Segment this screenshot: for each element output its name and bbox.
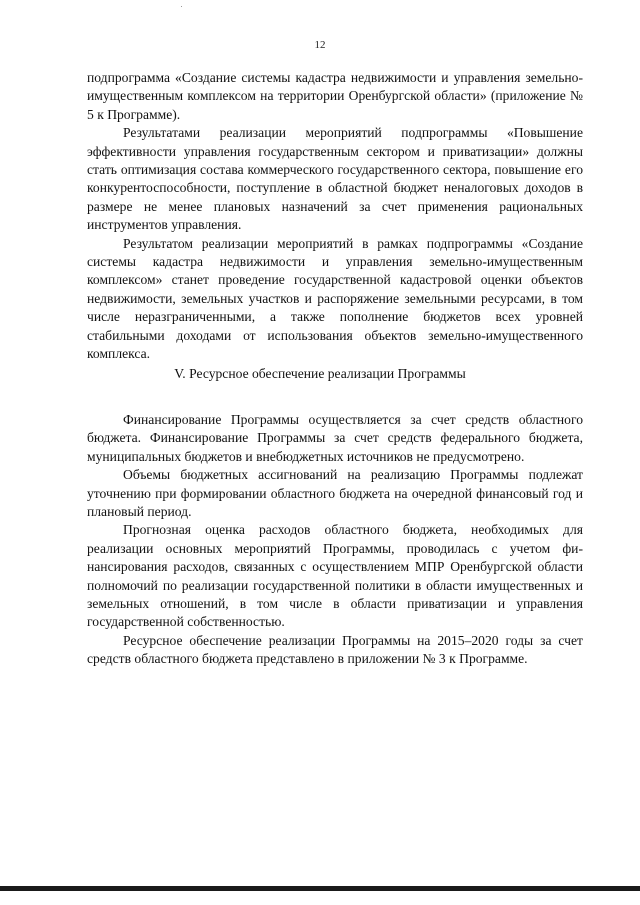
paragraph-financing-source: Финансирование Программы осуществляется за счет средств областного бюджета. Финансирование Программы за счет средств федерального бюджета, муниципальных бюджетов и внебюджетных источников не предусмотрено.	[87, 412, 583, 464]
scan-artifact	[181, 6, 182, 7]
top-text-block	[87, 69, 583, 364]
paragraph-subprogram-continuation: подпрограмма «Создание системы кадастра недвижимости и управления земельно-имущественным комплексом на территории Оренбургской области» (приложение № 5 к Программе).	[87, 70, 583, 122]
paragraph-expense-forecast: Прогнозная оценка расходов областного бюджета, необходимых для реализации основных мероприятий Программы, проводилась с учетом финансирования расходов, связанных с осуществлением МПР Оренбургской области полномочий по реализации государственной политики в области имущественных и земельных отношений, в том числе в области приватизации и управления государственной собственностью.	[87, 522, 583, 630]
bottom-text-block	[87, 411, 583, 669]
paragraph-budget-allocations: Объемы бюджетных ассигнований на реализацию Программы подлежат уточнению при формировании областного бюджета на очередной финансовый год и плановый период.	[87, 467, 583, 520]
paragraph-resource-provision: Ресурсное обеспечение реализации Программы на 2015–2020 годы за счет средств областного бюджета представлено в приложении № 3 к Программе.	[87, 632, 583, 667]
page-number: 12	[314, 39, 326, 51]
section-heading: V. Ресурсное обеспечение реализации Программы	[174, 366, 466, 381]
paragraph-results-cadastre: Результатом реализации мероприятий в рамках подпрограммы «Создание системы кадастра недвижимости и управления земельно-имущественным комплексом» станет проведение государственной кадастровой оценки объектов недвижимости, земельных участков и распоряжение земельными ресурсами, в том числе неразграниченными, а также пополнение бюджетов всех уровней стабильными доходами от использования объектов земельно-имущественного комплекса.	[87, 235, 583, 362]
bottom-scan-edge	[0, 886, 640, 891]
paragraph-results-privatization: Результатами реализации мероприятий подпрограммы «Повышение эффективности управления государственным сектором и приватизации» должны стать оптимизация состава коммерческого государственного сектора, повышение его конкурентоспособности, поступление в областной бюджет неналоговых доходов в размере не менее плановых назначений за счет применения рациональных инструментов управления.	[87, 125, 583, 233]
